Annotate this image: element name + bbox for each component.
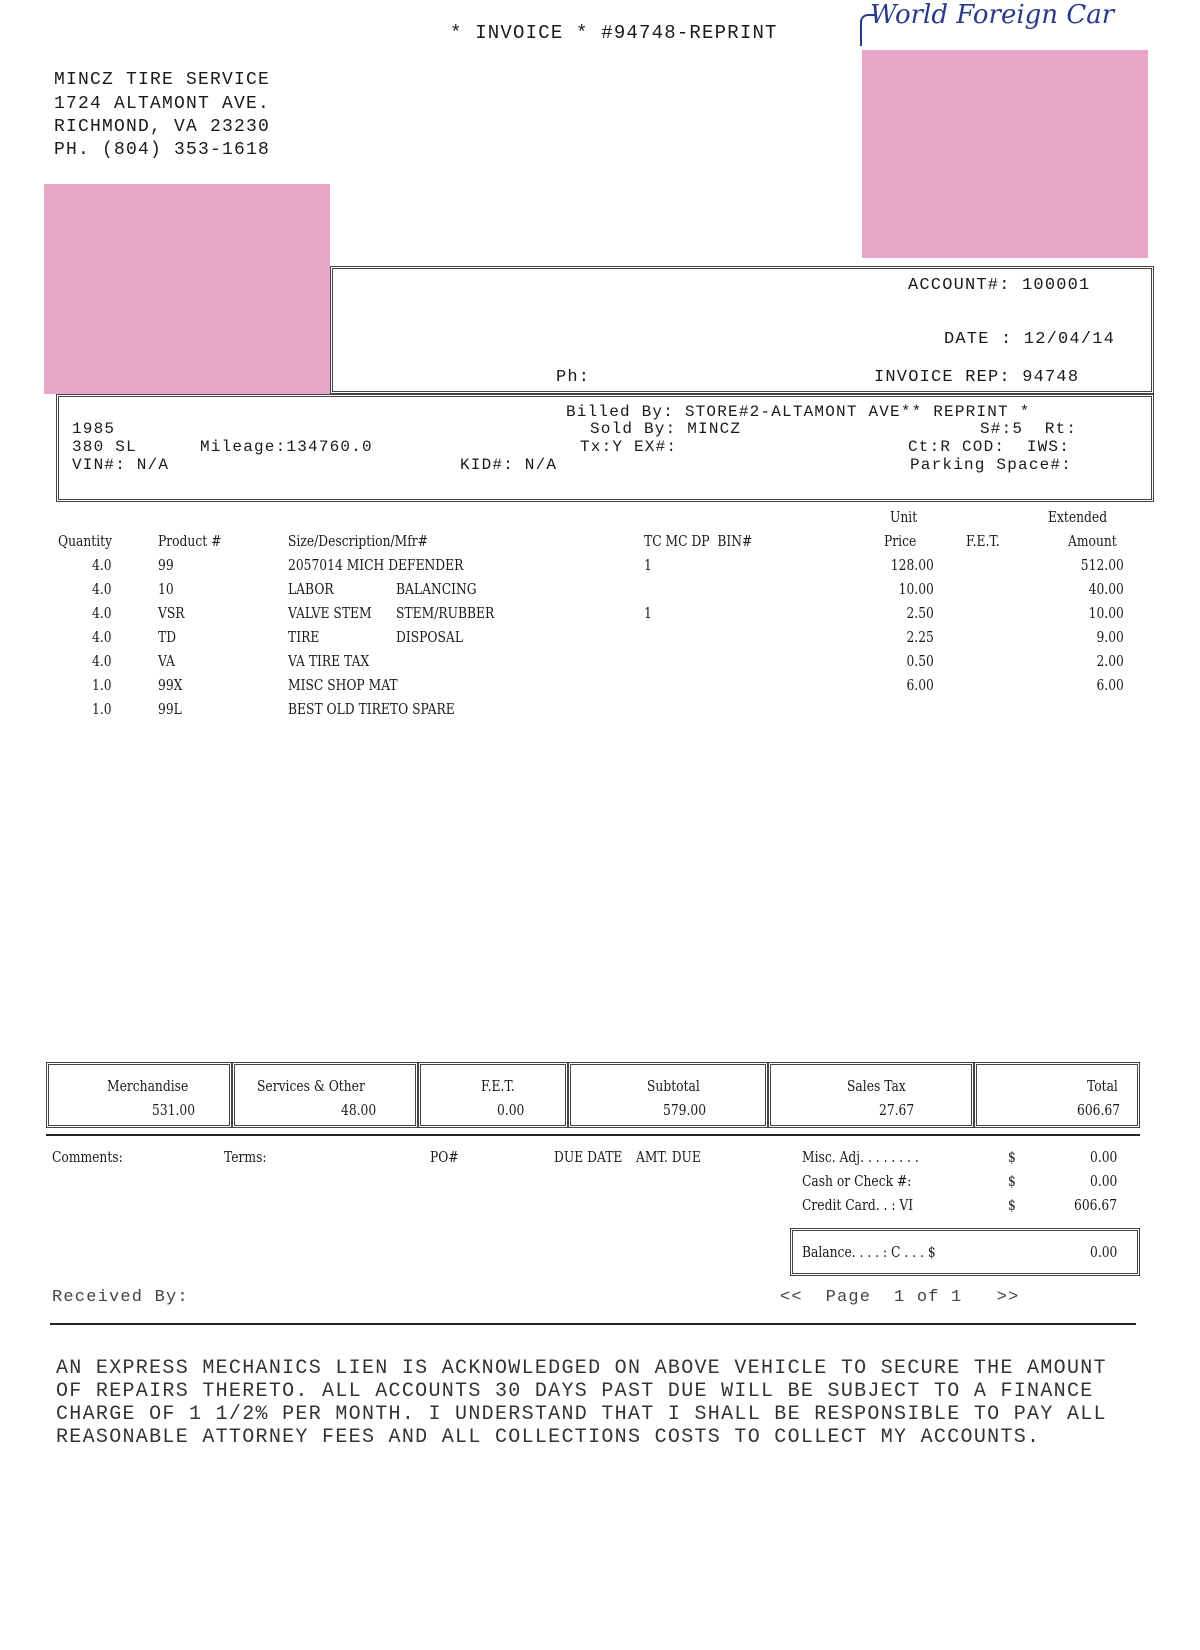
handwritten-bracket bbox=[860, 14, 876, 46]
header-product: Product # bbox=[158, 532, 222, 550]
merchandise-label: Merchandise bbox=[107, 1077, 189, 1095]
account-number: ACCOUNT#: 100001 bbox=[908, 276, 1091, 295]
row-unit-price: 0.50 bbox=[906, 652, 934, 670]
vehicle-model: 380 SL bbox=[72, 438, 137, 456]
subtotal-label: Subtotal bbox=[647, 1077, 700, 1095]
header-quantity: Quantity bbox=[58, 532, 113, 550]
subtotal-value: 579.00 bbox=[663, 1101, 707, 1119]
row-amount: 9.00 bbox=[1096, 628, 1124, 646]
misc-adj-label: Misc. Adj. . . . . . . . bbox=[802, 1148, 919, 1166]
row-amount: 2.00 bbox=[1096, 652, 1124, 670]
header-price: Price bbox=[884, 532, 917, 550]
invoice-date: DATE : 12/04/14 bbox=[944, 330, 1116, 349]
credit-card-currency: $ bbox=[1008, 1196, 1016, 1214]
merchandise-value: 531.00 bbox=[152, 1101, 196, 1119]
merchandise-cell bbox=[46, 1062, 232, 1128]
row-product: VSR bbox=[158, 604, 185, 622]
services-label: Services & Other bbox=[257, 1077, 365, 1095]
comments-label: Comments: bbox=[52, 1148, 123, 1166]
ct-cod: Ct:R COD: IWS: bbox=[908, 438, 1071, 456]
disclaimer-line-3: CHARGE OF 1 1/2% PER MONTH. I UNDERSTAND THAT I SHALL BE RESPONSIBLE TO PAY ALL bbox=[56, 1403, 1107, 1426]
header-tc-mc-dp-bin: TC MC DP BIN# bbox=[644, 532, 753, 550]
vehicle-kid: KID#: N/A bbox=[460, 456, 558, 474]
row-amount: 10.00 bbox=[1088, 604, 1124, 622]
company-phone: PH. (804) 353-1618 bbox=[54, 140, 271, 160]
phone-label: Ph: bbox=[556, 368, 591, 387]
po-label: PO# bbox=[430, 1148, 459, 1166]
invoice-title: * INVOICE * #94748-REPRINT bbox=[450, 22, 778, 44]
row-product: 10 bbox=[158, 580, 174, 598]
services-cell bbox=[232, 1062, 418, 1128]
row-product: 99L bbox=[158, 700, 182, 718]
received-by-label: Received By: bbox=[52, 1288, 189, 1307]
amt-due-label: AMT. DUE bbox=[636, 1148, 701, 1166]
credit-card-value: 606.67 bbox=[1074, 1196, 1118, 1214]
totals-divider bbox=[46, 1134, 1140, 1136]
row-unit-price: 6.00 bbox=[906, 676, 934, 694]
row-quantity: 4.0 bbox=[92, 604, 112, 622]
company-address1: 1724 ALTAMONT AVE. bbox=[54, 94, 271, 114]
totals-box bbox=[46, 1062, 1140, 1128]
header-unit: Unit bbox=[890, 508, 918, 526]
sales-tax-label: Sales Tax bbox=[847, 1077, 906, 1095]
header-fet: F.E.T. bbox=[966, 532, 1000, 550]
redaction-top-right bbox=[862, 50, 1148, 258]
row-description: 2057014 MICH DEFENDER bbox=[288, 556, 464, 574]
row-description: VALVE STEM bbox=[288, 604, 372, 622]
row-quantity: 4.0 bbox=[92, 580, 112, 598]
row-tc: 1 bbox=[644, 604, 652, 622]
misc-adj-value: 0.00 bbox=[1090, 1148, 1118, 1166]
cash-value: 0.00 bbox=[1090, 1172, 1118, 1190]
row-amount: 40.00 bbox=[1088, 580, 1124, 598]
row-description: BEST OLD TIRETO SPARE bbox=[288, 700, 455, 718]
row-description-2: DISPOSAL bbox=[396, 628, 463, 646]
balance-value: 0.00 bbox=[1090, 1243, 1118, 1261]
row-unit-price: 128.00 bbox=[890, 556, 934, 574]
sold-by: Sold By: MINCZ bbox=[590, 420, 742, 438]
row-quantity: 4.0 bbox=[92, 628, 112, 646]
parking-space: Parking Space#: bbox=[910, 456, 1073, 474]
row-tc: 1 bbox=[644, 556, 652, 574]
header-extended: Extended bbox=[1048, 508, 1108, 526]
cash-currency: $ bbox=[1008, 1172, 1016, 1190]
cash-label: Cash or Check #: bbox=[802, 1172, 912, 1190]
disclaimer-line-2: OF REPAIRS THERETO. ALL ACCOUNTS 30 DAYS PAST DUE WILL BE SUBJECT TO A FINANCE bbox=[56, 1380, 1094, 1403]
row-description: LABOR bbox=[288, 580, 334, 598]
fet-cell bbox=[418, 1062, 568, 1128]
row-description: MISC SHOP MAT bbox=[288, 676, 398, 694]
row-product: 99 bbox=[158, 556, 174, 574]
fet-value: 0.00 bbox=[497, 1101, 525, 1119]
invoice-rep: INVOICE REP: 94748 bbox=[874, 368, 1080, 387]
handwritten-note: World Foreign Car bbox=[870, 0, 1115, 30]
sales-tax-cell bbox=[768, 1062, 974, 1128]
credit-card-label: Credit Card. . : VI bbox=[802, 1196, 914, 1214]
vehicle-mileage: Mileage:134760.0 bbox=[200, 438, 373, 456]
total-value: 606.67 bbox=[1077, 1101, 1121, 1119]
row-quantity: 4.0 bbox=[92, 652, 112, 670]
fet-label: F.E.T. bbox=[481, 1077, 515, 1095]
sales-tax-value: 27.67 bbox=[879, 1101, 915, 1119]
row-unit-price: 10.00 bbox=[898, 580, 934, 598]
row-quantity: 1.0 bbox=[92, 700, 112, 718]
row-unit-price: 2.50 bbox=[906, 604, 934, 622]
total-label: Total bbox=[1087, 1077, 1118, 1095]
header-amount: Amount bbox=[1068, 532, 1117, 550]
row-unit-price: 2.25 bbox=[906, 628, 934, 646]
total-cell bbox=[974, 1062, 1140, 1128]
row-product: 99X bbox=[158, 676, 183, 694]
services-value: 48.00 bbox=[341, 1101, 377, 1119]
header-description: Size/Description/Mfr# bbox=[288, 532, 428, 550]
page-indicator: << Page 1 of 1 >> bbox=[780, 1288, 1020, 1307]
redaction-customer bbox=[44, 184, 330, 394]
row-product: TD bbox=[158, 628, 177, 646]
subtotal-cell bbox=[568, 1062, 768, 1128]
vehicle-vin: VIN#: N/A bbox=[72, 456, 170, 474]
balance-label: Balance. . . . : C . . . $ bbox=[802, 1243, 936, 1261]
company-address2: RICHMOND, VA 23230 bbox=[54, 117, 271, 137]
due-date-label: DUE DATE bbox=[554, 1148, 623, 1166]
row-quantity: 1.0 bbox=[92, 676, 112, 694]
terms-label: Terms: bbox=[224, 1148, 267, 1166]
vehicle-year: 1985 bbox=[72, 420, 116, 438]
billed-by: Billed By: STORE#2-ALTAMONT AVE** REPRINT * bbox=[566, 403, 1031, 421]
row-amount: 512.00 bbox=[1080, 556, 1124, 574]
row-description: TIRE bbox=[288, 628, 320, 646]
row-product: VA bbox=[158, 652, 175, 670]
misc-adj-currency: $ bbox=[1008, 1148, 1016, 1166]
row-description: VA TIRE TAX bbox=[288, 652, 370, 670]
store-route: S#:5 Rt: bbox=[980, 420, 1078, 438]
signature-line bbox=[50, 1323, 1136, 1325]
disclaimer-line-1: AN EXPRESS MECHANICS LIEN IS ACKNOWLEDGED ON ABOVE VEHICLE TO SECURE THE AMOUNT bbox=[56, 1357, 1107, 1380]
row-amount: 6.00 bbox=[1096, 676, 1124, 694]
row-description-2: STEM/RUBBER bbox=[396, 604, 495, 622]
disclaimer-line-4: REASONABLE ATTORNEY FEES AND ALL COLLECTIONS COSTS TO COLLECT MY ACCOUNTS. bbox=[56, 1426, 1041, 1449]
row-description-2: BALANCING bbox=[396, 580, 477, 598]
company-name: MINCZ TIRE SERVICE bbox=[54, 70, 271, 90]
row-quantity: 4.0 bbox=[92, 556, 112, 574]
tax-exempt: Tx:Y EX#: bbox=[580, 438, 678, 456]
